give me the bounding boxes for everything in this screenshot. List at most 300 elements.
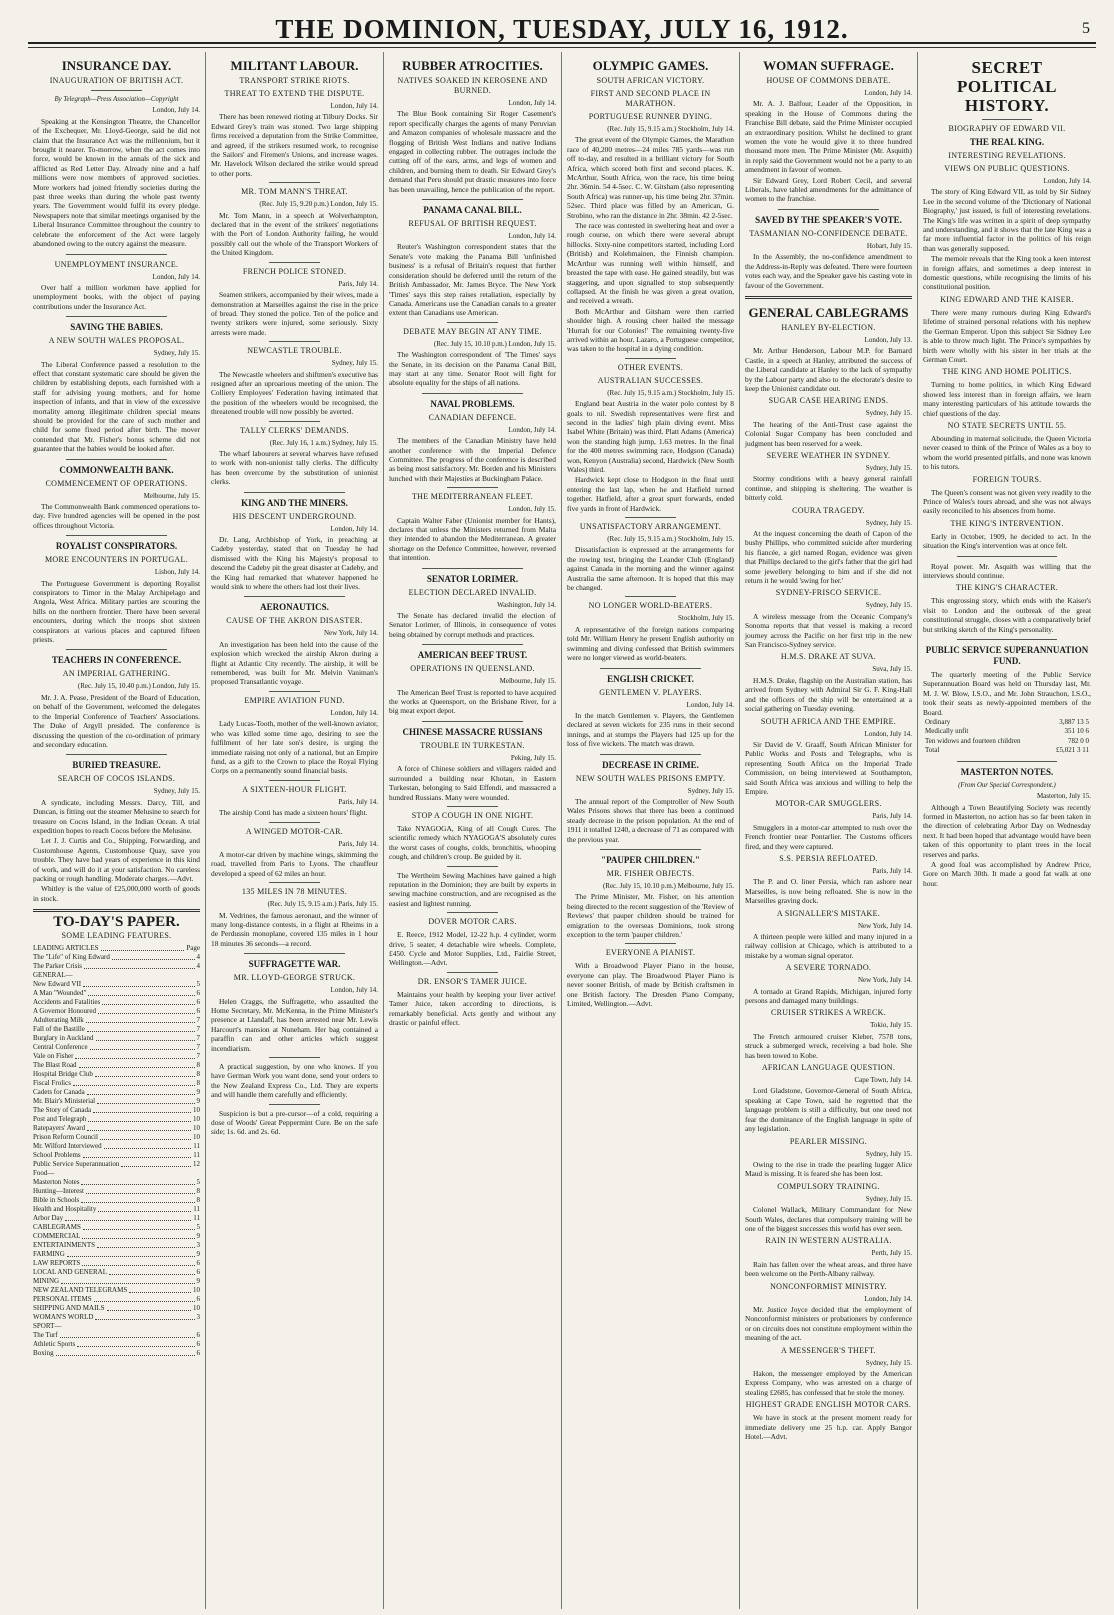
subheadline: AN IMPERIAL GATHERING. — [62, 669, 171, 679]
article-body: There has been renewed rioting at Tilbury Docks. Sir Edward Grey's train was stoned. Two large shipping firms received a deputation from the Strike Committee, and agreed, if the strikers resumed work, to recognise the Sailors' and Firemen's Unions, and increase wages. Mr. Havelock Wilson declared the strike would spread to other ports. — [211, 112, 378, 178]
contents-subheading: SOME LEADING FEATURES. — [61, 930, 172, 940]
headline: OLYMPIC GAMES. — [592, 58, 709, 73]
contents-item: Hospital Bridge Club 8 — [33, 1069, 200, 1078]
article-body: The race was contested in sweltering heat and over a rough course, on which there were several abrupt hillocks. Sixty-nine competitors started, including Lord (British) and Kolehmainen, the Finnish champion. McArthur was running well within himself, and breasted the tape with ease. He gained steadily, but was staggering, and upon signalled to stop subsequently collapsed. At the finish he was given a great ovation, and received a wreath. — [567, 221, 734, 306]
divider — [957, 556, 1058, 557]
contents-item: FARMING 9 — [33, 1249, 200, 1258]
dateline: Stockholm, July 15. — [677, 614, 734, 623]
subheadline: HIGHEST GRADE ENGLISH MOTOR CARS. — [745, 1400, 912, 1410]
contents-item: New Edward VII 5 — [33, 979, 200, 988]
subheadline: PEARLER MISSING. — [789, 1136, 868, 1146]
subheadline: NEWCASTLE TROUBLE. — [247, 346, 342, 356]
divider — [982, 119, 1032, 120]
dateline: London, July 14. — [864, 89, 912, 97]
subheadline: OTHER EVENTS. — [617, 362, 684, 372]
dateline: (Rec. July 15, 10.40 p.m.) London, July 15. — [77, 682, 200, 691]
divider — [447, 806, 497, 807]
article-body: Hakon, the messenger employed by the American Express Company, who was arrested on a charge of stealing £2685, has confessed that he stole the money. — [745, 1369, 912, 1397]
credit: (From Our Special Correspondent.) — [958, 781, 1056, 789]
article-body: Captain Walter Faber (Unionist member for Hants), declares that unless the Ministers returned from Malta they intended to abandon the Mediterranean. A greater shortage on the Defence Committee, however, reversed that intention. — [389, 515, 556, 563]
contents-item: Prison Reform Council 10 — [33, 1132, 200, 1141]
dateline: Paris, July 14. — [872, 866, 912, 875]
dateline: Sydney, July 15. — [865, 601, 912, 610]
divider — [625, 596, 675, 597]
contents-item: WOMAN'S WORLD 3 — [33, 1312, 200, 1321]
divider — [269, 882, 319, 883]
headline: GENERAL CABLEGRAMS — [748, 304, 909, 320]
contents-item: LAW REPORTS 6 — [33, 1258, 200, 1267]
dateline: (Rec. July 15, 9.20 p.m.) London, July 15. — [259, 200, 378, 209]
advertisement: Take NYAGOGA, King of all Cough Cures. The scientific remedy which NYAGOGA'S absolutely cures the worst cases of coughs, colds, bronchitis, whooping cough, and children's croup. Be guided by it. — [389, 823, 556, 862]
subheadline: GENTLEMEN V. PLAYERS. — [599, 687, 702, 697]
subheadline: COMMENCEMENT OF OPERATIONS. — [45, 478, 188, 488]
headline: AMERICAN BEEF TRUST. — [417, 650, 528, 661]
article-body: Seamen strikers, accompanied by their wives, made a demonstration at Marseilles against the rise in the price of bread. They stoned the police. Ten of the police and twenty strikers were injured, some seriously. Sixty arrests were made. — [211, 290, 378, 337]
article-body: The members of the Canadian Ministry have held another conference with the Imperial Defence Committee. The progress of the conference is described as being most satisfactory. Mr. Borden and his Ministers lunched with their Majesties at Buckingham Palace. — [389, 436, 556, 483]
advertisement: Let J. J. Curtis and Co., Shipping, Forwarding, and Customhouse Agents, Customhouse Quay, save you trouble. They have had years of experience in this kind of work, and will do it at your satisfaction. No careless packing or rough handling. Moderate charges.—Advt. — [33, 836, 200, 883]
contents-item: Fall of the Bastille 7 — [33, 1024, 200, 1033]
headline: "PAUPER CHILDREN." — [601, 854, 700, 865]
subheadline: EMPIRE AVIATION FUND. — [244, 695, 345, 705]
headline: SAVED BY THE SPEAKER'S VOTE. — [755, 214, 902, 225]
subheadline: HANLEY BY-ELECTION. — [781, 322, 876, 332]
dateline: London, July 14. — [864, 1294, 912, 1303]
subheadline: NO STATE SECRETS UNTIL 55. — [947, 420, 1067, 430]
divider — [269, 780, 319, 781]
headline: SUFFRAGETTE WAR. — [248, 959, 341, 970]
article-body: Lord Gladstone, Governor-General of South Africa, speaking at Cape Town, said he regretted that the language problem is still a difficulty, but one need not fear the dominance of the English language in spite of any legislation. — [745, 1086, 912, 1134]
contents-item: The Turf 6 — [33, 1330, 200, 1339]
advertisement: The Wertheim Sewing Machines have gained a high reputation in the Dominion; they are built by experts in sewing machine construction, and are recognised as the easiest and lightest running. — [389, 870, 556, 908]
subheadline: MR. LLOYD-GEORGE STRUCK. — [233, 973, 356, 983]
divider — [745, 296, 912, 299]
headline: KING AND THE MINERS. — [241, 497, 348, 508]
headline: AERONAUTICS. — [260, 602, 329, 613]
contents-item: Mr. Wilford Interviewed 11 — [33, 1141, 200, 1150]
contents-list — [33, 944, 200, 1358]
divider — [422, 721, 522, 722]
subheadline: A SIGNALLER'S MISTAKE. — [776, 908, 881, 918]
contents-item: PERSONAL ITEMS 6 — [33, 1294, 200, 1303]
dateline: Perth, July 15. — [871, 1249, 912, 1258]
subheadline: TASMANIAN NO-CONFIDENCE DEBATE. — [749, 228, 908, 238]
subheadline: INAUGURATION OF BRITISH ACT. — [49, 76, 184, 85]
divider — [269, 262, 319, 263]
dateline: London, July 14. — [330, 102, 378, 110]
article-body: The P. and O. liner Persia, which ran ashore near Marseilles, is now being refloated. She is now in the Marseilles graving dock. — [745, 877, 912, 906]
subheadline: 135 MILES IN 78 MINUTES. — [241, 887, 348, 897]
subheadline: A SIXTEEN-HOUR FLIGHT. — [242, 784, 347, 794]
dateline: Cape Town, July 14. — [854, 1076, 912, 1085]
dateline: Sydney, July 15. — [153, 787, 200, 796]
credit: By Telegraph—Press Association—Copyright — [54, 96, 179, 103]
contents-item: Health and Hospitality 11 — [33, 1204, 200, 1213]
article-body: The Commonwealth Bank commenced operations to-day. Five hundred agencies will be opened in the post offices throughout Victoria. — [33, 502, 200, 530]
dateline: Peking, July 15. — [510, 753, 556, 762]
article-body: The Queen's consent was not given very readily to the Prince of Wales's tours abroad, and she was not always easily reconciled to his absences from home. — [923, 487, 1091, 516]
dateline: (Rec. July 16, 1 a.m.) Sydney, July 15. — [269, 438, 378, 447]
column-3 — [383, 52, 561, 1609]
contents-item: LOCAL AND GENERAL 6 — [33, 1267, 200, 1276]
contents-item: NEW ZEALAND TELEGRAMS 10 — [33, 1285, 200, 1294]
dateline: London, July 14. — [508, 425, 556, 434]
dateline: Paris, July 14. — [338, 279, 378, 288]
divider — [600, 668, 700, 669]
subheadline: VIEWS ON PUBLIC QUESTIONS. — [944, 164, 1070, 173]
headline: NAVAL PROBLEMS. — [430, 398, 515, 409]
dateline: London, July 13. — [864, 335, 912, 344]
masthead — [28, 14, 1096, 44]
article-body: H.M.S. Drake, flagship on the Australian station, has arrived from Sydney with Admiral Sir G. F. King-Hall and the officers of the ship will be entertained at a social gathering on Tuesday evening. — [745, 675, 912, 714]
divider — [91, 90, 141, 91]
divider — [422, 644, 522, 645]
subheadline: UNEMPLOYMENT INSURANCE. — [54, 259, 179, 269]
article-body: Early in October, 1909, he decided to act. In the situation the King's intervention was at once felt. — [923, 531, 1091, 551]
contents-item: Vale on Fisher 7 — [33, 1051, 200, 1060]
subheadline: COMPULSORY TRAINING. — [777, 1181, 880, 1191]
article-body: Lady Lucas-Tooth, mother of the well-known aviator, who was killed some time ago, desiring to see the fulfilment of her late son's desire, is urging the immediate raising not only of a national, but an Empire fund, as a gift to the Crown to place the Royal Flying Corps on a permanently sound financial basis. — [211, 719, 378, 776]
dateline: New York, July 14. — [323, 629, 378, 638]
subheadline: AFRICAN LANGUAGE QUESTION. — [761, 1063, 896, 1073]
headline: WOMAN SUFFRAGE. — [763, 58, 894, 73]
dateline: Paris, July 14. — [872, 812, 912, 821]
subheadline: MR. TOM MANN'S THREAT. — [241, 187, 348, 197]
subheadline: FOREIGN TOURS. — [972, 474, 1042, 484]
contents-item: Hunting—Interest 8 — [33, 1186, 200, 1195]
column-5 — [739, 52, 917, 1609]
article-body: A force of Chinese soldiers and villagers raided and surrounded a building near Khotan, in Eastern Turkestan, belonging to Said Effendi, and massacred a hundred Russians. Many were wounded. — [389, 764, 556, 802]
article-body: The airship Conti has made a sixteen hours' flight. — [219, 808, 368, 818]
divider — [625, 943, 675, 944]
article-body: Dr. Lang, Archbishop of York, in preaching at Cadeby yesterday, stated that on Tuesday he had dismissed with the King his Majesty's proposal to descend the Cadeby pit the great disaster at Cadeby, and the King had remarked that whatever happened he would sink to where the others had lost their lives. — [211, 535, 378, 592]
headline: PUBLIC SERVICE SUPERANNUATION FUND. — [925, 645, 1089, 667]
page-number: 5 — [1082, 20, 1090, 37]
article-body: Rain has fallen over the wheat areas, and three have been welcome on the Perth-Albany railway. — [745, 1259, 912, 1279]
contents-item: Burglary in Auckland 7 — [33, 1033, 200, 1042]
dateline: Paris, July 14. — [338, 797, 378, 806]
subheadline: AUSTRALIAN SUCCESSES. — [597, 375, 704, 385]
article-body: Although a Town Beautifying Society was recently formed in Masterton, no action has so far been taken in the direction of celebrating Arbor Day on Wednesday next. It had been hoped that advantage would have been taken of this opportunity to plant trees in the local reserves and parks. — [923, 802, 1091, 859]
subheadline: EVERYONE A PIANIST. — [605, 948, 696, 958]
table-row: Total £5,021 3 11 — [925, 746, 1089, 755]
divider — [422, 568, 522, 569]
headline: SAVING THE BABIES. — [70, 322, 163, 333]
contents-item: The "Life" of King Edward 4 — [33, 952, 200, 961]
subheadline: S.S. PERSIA REFLOATED. — [779, 853, 878, 863]
subheadline: UNSATISFACTORY ARRANGEMENT. — [579, 522, 722, 532]
article-body: The Prime Minister, Mr. Fisher, on his attention being directed to the recent suggestion of the 'Review of Reviews' that pauper children should be trained for emigration to the overseas Dominions, took strong exception to the term 'pauper children.' — [567, 892, 734, 939]
subheadline: THE MEDITERRANEAN FLEET. — [411, 492, 534, 502]
headline: RUBBER ATROCITIES. — [402, 58, 543, 73]
subheadline: INTERESTING REVELATIONS. — [948, 151, 1066, 160]
subheadline: NEW SOUTH WALES PRISONS EMPTY. — [575, 773, 726, 783]
subheadline: FIRST AND SECOND PLACE IN MARATHON. — [590, 89, 711, 108]
divider — [600, 849, 700, 850]
contents-item: Cadets for Canada 9 — [33, 1087, 200, 1096]
contents-item: CABLEGRAMS 5 — [33, 1222, 200, 1231]
headline: DECREASE IN CRIME. — [602, 759, 699, 770]
dateline: London, July 14. — [330, 708, 378, 717]
article-body: Abounding in maternal solicitude, the Queen Victoria never ceased to think of the Prince of Wales as a boy to whom the world presented pitfalls, and none was known to his tutors. — [923, 433, 1091, 472]
advertisement: With a Broadwood Player Piano in the house, everyone can play. The Broadwood Player Piano is never sooner British, of made by British craftsmen in one British factory. The Dresden Piano Company, Limited, Wellington.—Advt. — [567, 961, 734, 1009]
article-body: Helen Craggs, the Suffragette, who assaulted the Home Secretary, Mr. McKenna, in the Prime Minister's presence at Llandaff, has been arrested near Mr. Lewis Harcourt's mansion at Nuneham. Her bag contained a paraffin can and other articles which suggest incendiarism. — [211, 996, 378, 1053]
article-body: A syndicate, including Messrs. Darcy, Till, and Duncan, is fitting out the steamer Melusine to search for treasure on Cocos Island, in the Indian Ocean. A trial expedition hopes to reach Cocos before the Melusine. — [33, 797, 200, 835]
article-body: England beat Austria in the water polo contest by 8 goals to nil. Swedish representatives were first and second in the ladies' high plain diving event. Miss Isabel White (Britain) was third. Platt Adams (America) won the standing high jump, 1.63 metres. In the final for the 400 metres swimming race, Hodgson (Canada) won, Kenyon (Australia) second, Hardwick (New South Wales) third. — [567, 399, 734, 474]
article-body: The great event of the Olympic Games, the Marathon race of 40,200 metres—24 miles 785 yards—was run off to-day, and resulted in a brilliant victory for South Africa, which scored both first and second places. K. McArthur, South Africa, won the race, his time being 2hr. 36min. 54 4-5sec. C. W. Gitsham (also representing South Africa) was runner-up, his time being 2hr. 37min. 52sec. Third place was filled by an American, G. Strobino, who ran the distance in 2hr. 38min. 42 2-5sec. — [567, 135, 734, 220]
article-body: The annual report of the Comptroller of New South Wales Prisons shows that there has been a continued steady decrease in the prison population. At the end of 1911 it totalled 1240, a decrease of 71 as compared with the previous year. — [567, 796, 734, 844]
contents-item: COMMERCIAL 9 — [33, 1231, 200, 1240]
article-body: Hardwick kept close to Hodgson in the final until entering the last lap, when he and Hatfield turned together. Hatfield, after a great spurt forwards, ended five yards in front of Hardwick. — [567, 475, 734, 513]
dateline: (Rec. July 15, 9.15 a.m.) Stockholm, July 15. — [607, 535, 734, 544]
dateline: Melbourne, July 15. — [499, 677, 556, 686]
contents-item: Arbor Day 11 — [33, 1213, 200, 1222]
contents-item: Central Conference 7 — [33, 1042, 200, 1051]
table-row: Ten widows and fourteen children 782 0 0 — [925, 736, 1089, 745]
divider — [957, 639, 1058, 640]
subheadline: OPERATIONS IN QUEENSLAND. — [410, 664, 535, 674]
contents-item: The Blast Road 8 — [33, 1060, 200, 1069]
article-body: Mr. Justice Joyce decided that the employment of Nonconformist ministers or probationers by conference or on circuits does not constitute employment within the meaning of the act. — [745, 1304, 912, 1343]
column-4 — [561, 52, 739, 1609]
dateline: Hobart, July 15. — [866, 241, 912, 250]
article-body: Colonel Wallack, Military Commandant for New South Wales, declares that compulsory training will be one of the biggest successes this world has ever seen. — [745, 1205, 912, 1233]
divider — [778, 209, 878, 210]
subheadline: A MESSENGER'S THEFT. — [781, 1345, 876, 1355]
divider — [66, 459, 166, 460]
subheadline: MORE ENCOUNTERS IN PORTUGAL. — [44, 555, 189, 565]
contents-item: ENTERTAINMENTS 3 — [33, 1240, 200, 1249]
contents-item: Food— — [33, 1168, 55, 1177]
divider — [33, 909, 200, 912]
contents-item: School Problems 11 — [33, 1150, 200, 1159]
contents-item: Bible in Schools 8 — [33, 1195, 200, 1204]
divider — [66, 754, 166, 755]
columns — [28, 52, 1096, 1609]
advertisement: Maintains your health by keeping your liver active! Tamer Juice, taken according to directions, is remarkably beneficial. Acts gently and without any drastic or painful effect. — [389, 989, 556, 1027]
article-body: A good foal was accomplished by Andrew Price, Gore on March 30th. It made a good fat walk at one hour. — [923, 859, 1091, 888]
subheadline: TROUBLE IN TURKESTAN. — [420, 740, 525, 750]
subheadline: FRENCH POLICE STONED. — [242, 266, 347, 276]
dateline: London, July 14. — [152, 272, 200, 281]
dateline: Sydney, July 15. — [865, 409, 912, 418]
subheadline: A NEW SOUTH WALES PROPOSAL. — [48, 336, 185, 346]
article-body: Royal power. Mr. Asquith was willing that the interviews should continue. — [923, 561, 1091, 580]
dateline: Sydney, July 15. — [331, 359, 378, 368]
subheadline: COURA TRAGEDY. — [792, 505, 865, 515]
subheadline: TRANSPORT STRIKE RIOTS. — [239, 76, 350, 85]
table-row: Ordinary 3,887 13 5 — [925, 718, 1089, 727]
subheadline: THE KING AND HOME POLITICS. — [942, 367, 1072, 377]
headline: CHINESE MASSACRE RUSSIANS — [402, 726, 543, 737]
divider — [447, 322, 497, 323]
column-6 — [917, 52, 1096, 1609]
newspaper-title: THE DOMINION, TUESDAY, JULY 16, 1912. — [275, 14, 849, 44]
divider — [269, 822, 319, 823]
subheadline: A SEVERE TORNADO. — [785, 963, 872, 973]
advertisement: Whitley is the value of £25,000,000 worth of goods in stock. — [33, 884, 200, 903]
contents-item: Masterton Notes 5 — [33, 1177, 200, 1186]
article-body: M. Vedrines, the famous aeronaut, and the winner of many long-distance contests, in a flight at Rheims in a de Perdussin monoplane, covered 135 miles in 1 hour 18 minutes 36 seconds—a record. — [211, 910, 378, 948]
contents-item: Accidents and Fatalities 6 — [33, 997, 200, 1006]
contents-item: Ratepayers' Award 10 — [33, 1123, 200, 1132]
contents-heading: TO-DAY'S PAPER. — [53, 914, 180, 931]
divider — [447, 866, 497, 867]
headline: INSURANCE DAY. — [61, 58, 172, 73]
divider — [422, 199, 522, 200]
subheadline: RAIN IN WESTERN AUSTRALIA. — [765, 1236, 892, 1246]
subheadline: TALLY CLERKS' DEMANDS. — [240, 425, 349, 435]
column-2 — [205, 52, 383, 1609]
subheadline: A WINGED MOTOR-CAR. — [245, 826, 344, 836]
subheadline: SEARCH OF COCOS ISLANDS. — [57, 774, 176, 784]
subheadline: BIOGRAPHY OF EDWARD VII. — [948, 124, 1066, 133]
divider — [244, 953, 344, 954]
divider — [957, 761, 1058, 762]
subheadline: SOUTH AFRICA AND THE EMPIRE. — [760, 716, 897, 726]
subheadline: MR. FISHER OBJECTS. — [606, 868, 695, 878]
article-body: The memoir reveals that the King took a keen interest in foreign affairs, and sometimes a deep interest in domestic questions, while recognising the limits of his constitutional position. — [923, 254, 1091, 292]
divider — [422, 393, 522, 394]
divider — [269, 691, 319, 692]
headline: ROYALIST CONSPIRATORS. — [55, 541, 178, 552]
subheadline: THE KING'S CHARACTER. — [955, 583, 1059, 593]
subheadline: KING EDWARD AND THE KAISER. — [940, 294, 1074, 304]
subheadline: NONCONFORMIST MINISTRY. — [770, 1281, 887, 1291]
fund-table — [923, 718, 1091, 756]
contents-item: A Man "Wounded" 6 — [33, 988, 200, 997]
subheadline: H.M.S. DRAKE AT SUVA. — [780, 652, 877, 662]
dateline: (Rec. July 15, 9.15 a.m.) Stockholm, July 14. — [607, 125, 734, 133]
subheadline: SOUTH AFRICAN VICTORY. — [596, 76, 705, 85]
dateline: London, July 14. — [330, 986, 378, 995]
dateline: Sydney, July 15. — [687, 786, 734, 795]
subheadline: CRUISER STRIKES A WRECK. — [770, 1008, 887, 1018]
contents-item: LEADING ARTICLES Page — [33, 943, 200, 952]
article-body: Mr. J. A. Pease, President of the Board of Education, on behalf of the Government, welcomed the delegates to the Imperial Conference of Teachers' Associations. The Duke of Argyll presided. The conference is discussing the question of the co-ordination of primary and secondary education. — [33, 692, 200, 749]
dateline: London, July 14. — [864, 729, 912, 738]
contents-item: Adulterating Milk 7 — [33, 1015, 200, 1024]
article-body: Smugglers in a motor-car attempted to rush over the French frontier near Pontarlier. The Customs officers fired, and they were captured. — [745, 822, 912, 851]
column-1 — [28, 52, 205, 1609]
article-body: The story of King Edward VII, as told by Sir Sidney Lee in the second volume of the 'Dictionary of National Biography,' just issued, is full of interesting revelations. The King's life was written in a spirit of deep sympathy and understanding, and it shows that the late King was a far more influential factor in the politics of his reign than was generally supposed. — [923, 187, 1091, 253]
headline: SENATOR LORIMER. — [426, 573, 519, 584]
divider — [66, 535, 166, 536]
subheadline: ELECTION DECLARED INVALID. — [408, 587, 537, 597]
divider — [66, 254, 166, 255]
divider — [447, 912, 497, 913]
subheadline: STOP A COUGH IN ONE NIGHT. — [411, 810, 534, 820]
article-body: The Washington correspondent of 'The Times' says the Senate, in its decision on the Panama Canal Bill, may start at any time. Senator Root will fight for absolute equality for the ships of all nations. — [389, 350, 556, 388]
subheadline: NO LONGER WORLD-BEATERS. — [588, 601, 713, 611]
subheadline: CAUSE OF THE AKRON DISASTER. — [226, 616, 363, 626]
dateline: Washington, July 14. — [497, 600, 556, 609]
subheadline: MOTOR-CAR SMUGGLERS. — [775, 799, 882, 809]
dateline: Sydney, July 15. — [865, 1358, 912, 1367]
divider — [269, 1104, 319, 1105]
subheadline: HOUSE OF COMMONS DEBATE. — [766, 76, 891, 85]
article-body: Sir Edward Grey, Lord Robert Cecil, and several Liberals, have tabled amendments for the admittance of women to the franchise. — [745, 175, 912, 204]
headline: COMMONWEALTH BANK. — [59, 464, 174, 475]
subheadline: DR. ENSOR'S TAMER JUICE. — [417, 976, 528, 986]
dateline: (Rec. July 15, 10.10 p.m.) London, July 15. — [433, 339, 556, 348]
dateline: (Rec. July 15, 10.10 p.m.) Melbourne, July 15. — [602, 881, 734, 890]
article-body: There were many rumours during King Edward's lifetime of strained personal relations with his nephew the German Emperor. Upon this subject Sir Sidney Lee is able to throw much light. The Prince's sympathies by birth were wholly with his sister in her trials at the German Court. — [923, 307, 1091, 364]
divider — [244, 596, 344, 597]
article-body: In the match Gentlemen v. Players, the Gentlemen declared at seven wickets for 235 runs in their second innings, and at stumps the Players had 125 up for the loss of five wickets. The match was drawn. — [567, 710, 734, 749]
divider — [66, 316, 166, 317]
divider — [269, 1057, 319, 1058]
article-body: Mr. Arthur Henderson, Labour M.P. for Barnard Castle, in a speech at Hanley, attributed the success of the Liberal candidate at Hanley to the lack of sympathy by the Labour party and also to the electorate's desire to keep the Unionist candidate out. — [745, 346, 912, 393]
article-body: The Liberal Conference passed a resolution to the effect that constant systematic care should be given the children by establishing depots, each furnished with a staff for advising young mothers, and for home inspection of infants, and that in view of the excessive mortality among illegitimate children special means should be provided for the care of such mother and child for some fixed period after birth. The mover contended that Mr. Fisher's bonus scheme did not guarantee that the babies would be looked after. — [33, 359, 200, 454]
advertisement: E. Reece, 1912 Model, 12-22 h.p. 4 cylinder, worm drive, 5 seater, 4 detachable wire wheels. Complete, £450. Cycle and Motor Supplies, Ltd., Fairlie Street, Wellington.—Advt. — [389, 930, 556, 968]
contents-item: A Governor Honoured 6 — [33, 1006, 200, 1015]
dateline: (Rec. July 15, 9.15 a.m.) Stockholm, July 15. — [607, 388, 734, 397]
subheadline: THE REAL KING. — [969, 137, 1045, 147]
dateline: London, July 15. — [508, 505, 556, 514]
article-body: A thirteen people were killed and many injured in a railway collision at Chicago, which is attributed to a mistake by a woman signal operator. — [745, 932, 912, 960]
contents-item: SPORT— — [33, 1321, 62, 1330]
article-body: The hearing of the Anti-Trust case against the Colonial Sugar Company has been concluded and judgment has been reserved for a week. — [745, 419, 912, 448]
subheadline: SEVERE WEATHER IN SYDNEY. — [766, 450, 891, 460]
article-body: The French armoured cruiser Kleber, 7578 tons, struck a submerged wreck, receiving a bad hole. She has been towed to Kobe. — [745, 1031, 912, 1060]
headline: MILITANT LABOUR. — [230, 58, 359, 73]
advertisement: We have in stock at the present moment ready for immediate delivery one 25 h.p. car. Apply Bangor Hotel.—Advt. — [745, 1413, 912, 1442]
divider — [269, 182, 319, 183]
divider — [625, 358, 675, 359]
article-body: A representative of the foreign nations comparing told Mr. William Henry he present English authority on swimming and diving confessed that British swimmers were no longer viewed as world-beaters. — [567, 624, 734, 663]
contents-item: Post and Telegraph 10 — [33, 1114, 200, 1123]
subheadline: HIS DESCENT UNDERGROUND. — [232, 511, 357, 521]
dateline: London, July 14. — [508, 99, 556, 107]
contents-item: Public Service Superannuation 12 — [33, 1159, 200, 1168]
headline: BURIED TREASURE. — [72, 760, 161, 771]
subheadline: THREAT TO EXTEND THE DISPUTE. — [224, 89, 365, 98]
contents-item: Mr. Blair's Ministerial 9 — [33, 1096, 200, 1105]
article-body: Owing to the rise in trade the pearling lugger Alice Maud is missing. It is feared she has been lost. — [745, 1159, 912, 1179]
article-body: The American Beef Trust is reported to have acquired the works at Queensport, on the Brisbane River, for a big meat export depot. — [389, 687, 556, 716]
dateline: London, July 14. — [508, 232, 556, 241]
article-body: A wireless message from the Oceanic Company's Sonoma reports that that vessel is making a record journey across the Pacific on her first trip in the new San Francisco-Sydney service. — [745, 611, 912, 650]
article-body: At the inquest concerning the death of Capon of the bushy Phillips, who committed suicide after murdering his fiancée, a girl named Rogan, evidence was given that Phillips declared to the girl's father that the girl had some jewellery belonging to him and if she did not return it he would 'swing for her.' — [745, 529, 912, 586]
dateline: London, July 14. — [330, 524, 378, 533]
subheadline: PORTUGUESE RUNNER DYING. — [588, 112, 713, 121]
subheadline: SYDNEY-FRISCO SERVICE. — [775, 588, 882, 598]
article-body: A motor-car driven by machine wings, skimming the road, travelled from Paris to Lyons. The chauffeur developed a speed of 62 miles an hour. — [211, 849, 378, 878]
article-body: Both McArthur and Gitsham were then carried shoulder high. A rousing cheer hailed the message 'Hurrah for our Colonies!' The remaining twenty-five arrived within an hour. Lazaro, a Portuguese competitor, was taken to the hospital in a dying condition. — [567, 306, 734, 354]
dateline: New York, July 14. — [857, 921, 912, 930]
dateline: London, July 14. — [152, 106, 200, 115]
headline: PANAMA CANAL BILL. — [423, 205, 522, 216]
dateline: Masterton, July 15. — [1036, 792, 1091, 801]
dateline: London, July 14. — [686, 700, 734, 709]
contents-item: MINING 9 — [33, 1276, 200, 1285]
dateline: Sydney, July 15. — [865, 518, 912, 527]
contents-item: The Story of Canada 10 — [33, 1105, 200, 1114]
article-body: An investigation has been held into the cause of the explosion which wrecked the airship Akron during a flight at Atlantic City recently. The airship, it will be remembered, was built for Mr. Melvin Vaniman's proposed Transatlantic voyage. — [211, 639, 378, 687]
article-body: Dissatisfaction is expressed at the arrangements for the rowing test, bringing the Leander Club (England) against Canada in the morning and the winner against Australia the same afternoon. It is hoped that this may be changed. — [567, 545, 734, 593]
article-body: Reuter's Washington correspondent states that the Senate's vote making the Panama Bill 'unfinished business' is a refusal of Britain's request that further consideration should be deferred until the return of the British Ambassador, Mr. James Bryce. The New York 'Times' says this step raises retaliation, especially by Canada. Americans use the Canadian canals to a greater extent than Canadians use American. — [389, 242, 556, 318]
dateline: Paris, July 14. — [338, 839, 378, 848]
advertisement: Suspicion is but a pre-cursor—of a cold, requiring a dose of Woods' Great Peppermint Cure. Be on the safe side; 1s. 6d. and 2s. 6d. — [211, 1108, 378, 1137]
advertisement: A practical suggestion, by one who knows. If you have German Work you want done, send your orders to the New Zealand Express Co., Ltd. They are experts and will handle them carefully and efficiently. — [211, 1062, 378, 1100]
dateline: Sydney, July 15. — [153, 349, 200, 358]
divider — [66, 649, 166, 650]
contents-item: SHIPPING AND MAILS 10 — [33, 1303, 200, 1312]
dateline: Suva, July 15. — [872, 665, 912, 674]
subheadline: THE KING'S INTERVENTION. — [950, 518, 1064, 528]
article-body: The Portuguese Government is deporting Royalist conspirators to Timor in the Malay Archipelago and Angola, West Africa. Military parties are scouring the hills on the northern frontier. There have been several encounters, during which the troops shot sixteen conspirators at various places and captured fifteen priests. — [33, 578, 200, 645]
contents-item: Boxing 6 — [33, 1348, 200, 1357]
